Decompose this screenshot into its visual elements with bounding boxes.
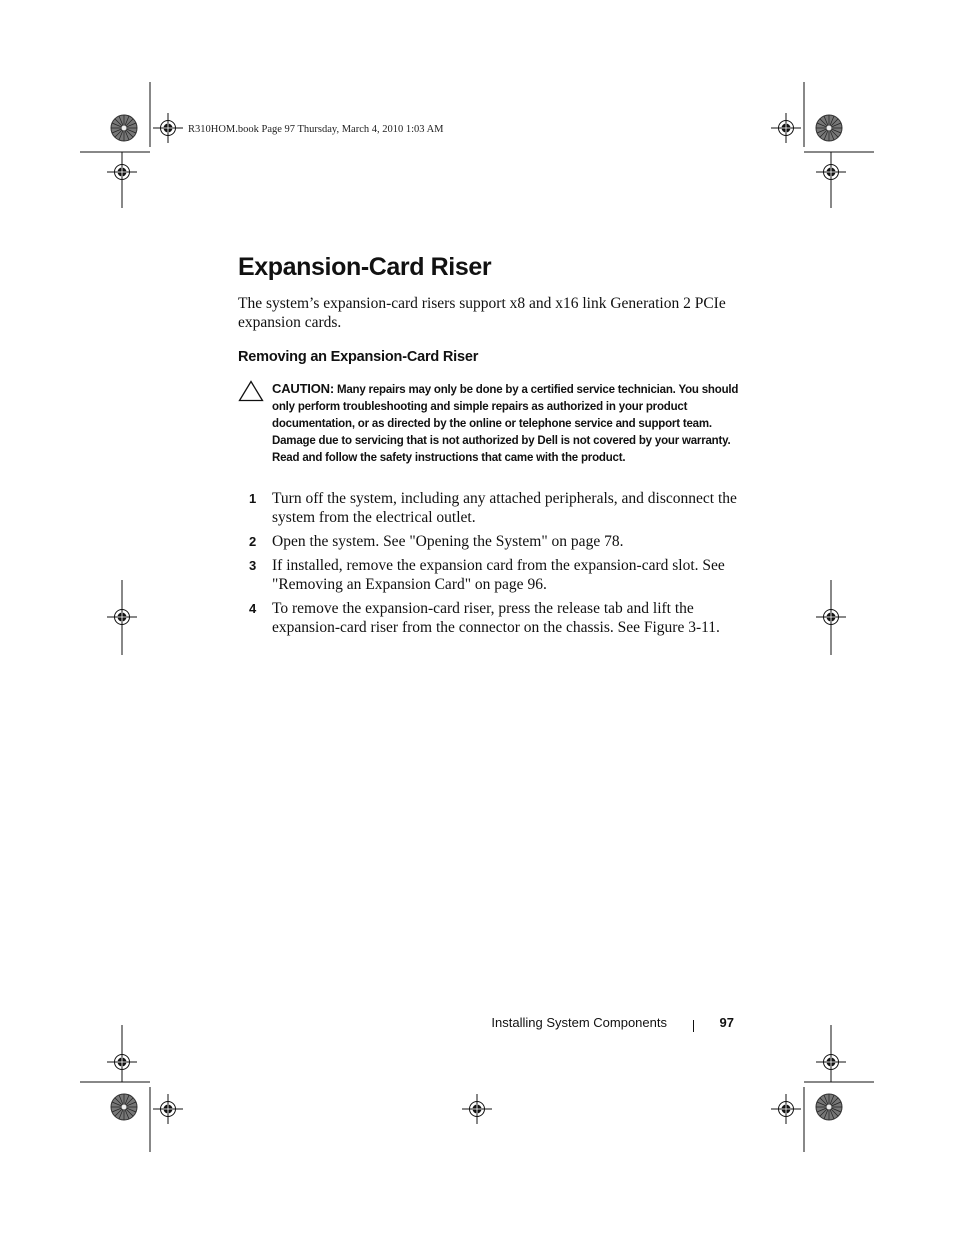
list-item (238, 599, 738, 637)
list-item (238, 556, 738, 594)
caution-label: CAUTION: (272, 381, 334, 396)
page-footer (480, 1015, 734, 1035)
step-number: 1 (249, 491, 257, 506)
step-number: 2 (249, 534, 257, 549)
procedure-steps (238, 489, 738, 642)
footer-page-number: 97 (719, 1015, 734, 1030)
step-text: If installed, remove the expansion card from the expansion-card slot. See "Removing an Expansion Card" on page 96. (272, 557, 725, 593)
caution-body: Many repairs may only be done by a certified service technician. You should only perform troubleshooting and simple repairs as authorized in your product documentation, or as directed by the online or telephone service and support team. Damage due to servicing that is not authorized by Dell is not covered by your warranty. Read and follow the safety instructions that came with the product. (272, 384, 739, 464)
step-number: 4 (249, 601, 257, 616)
footer-section-name: Installing System Components (491, 1015, 667, 1030)
caution-text-block (272, 380, 742, 467)
step-text: To remove the expansion-card riser, press the release tab and lift the expansion-card riser from the connector on the chassis. See Figure 3-11. (272, 600, 720, 636)
list-item (238, 489, 738, 527)
step-text: Open the system. See "Opening the System" on page 78. (272, 533, 624, 550)
section-title: Expansion-Card Riser (238, 253, 492, 281)
caution-triangle-icon (238, 380, 264, 402)
step-text: Turn off the system, including any attached peripherals, and disconnect the system from the electrical outlet. (272, 490, 737, 526)
subsection-title: Removing an Expansion-Card Riser (238, 349, 479, 365)
step-number: 3 (249, 558, 257, 573)
footer-divider (693, 1020, 694, 1032)
list-item (238, 532, 738, 551)
intro-paragraph: The system’s expansion-card risers support x8 and x16 link Generation 2 PCIe expansion cards. (238, 295, 726, 331)
print-slug-line: R310HOM.book Page 97 Thursday, March 4, 2010 1:03 AM (188, 124, 444, 135)
